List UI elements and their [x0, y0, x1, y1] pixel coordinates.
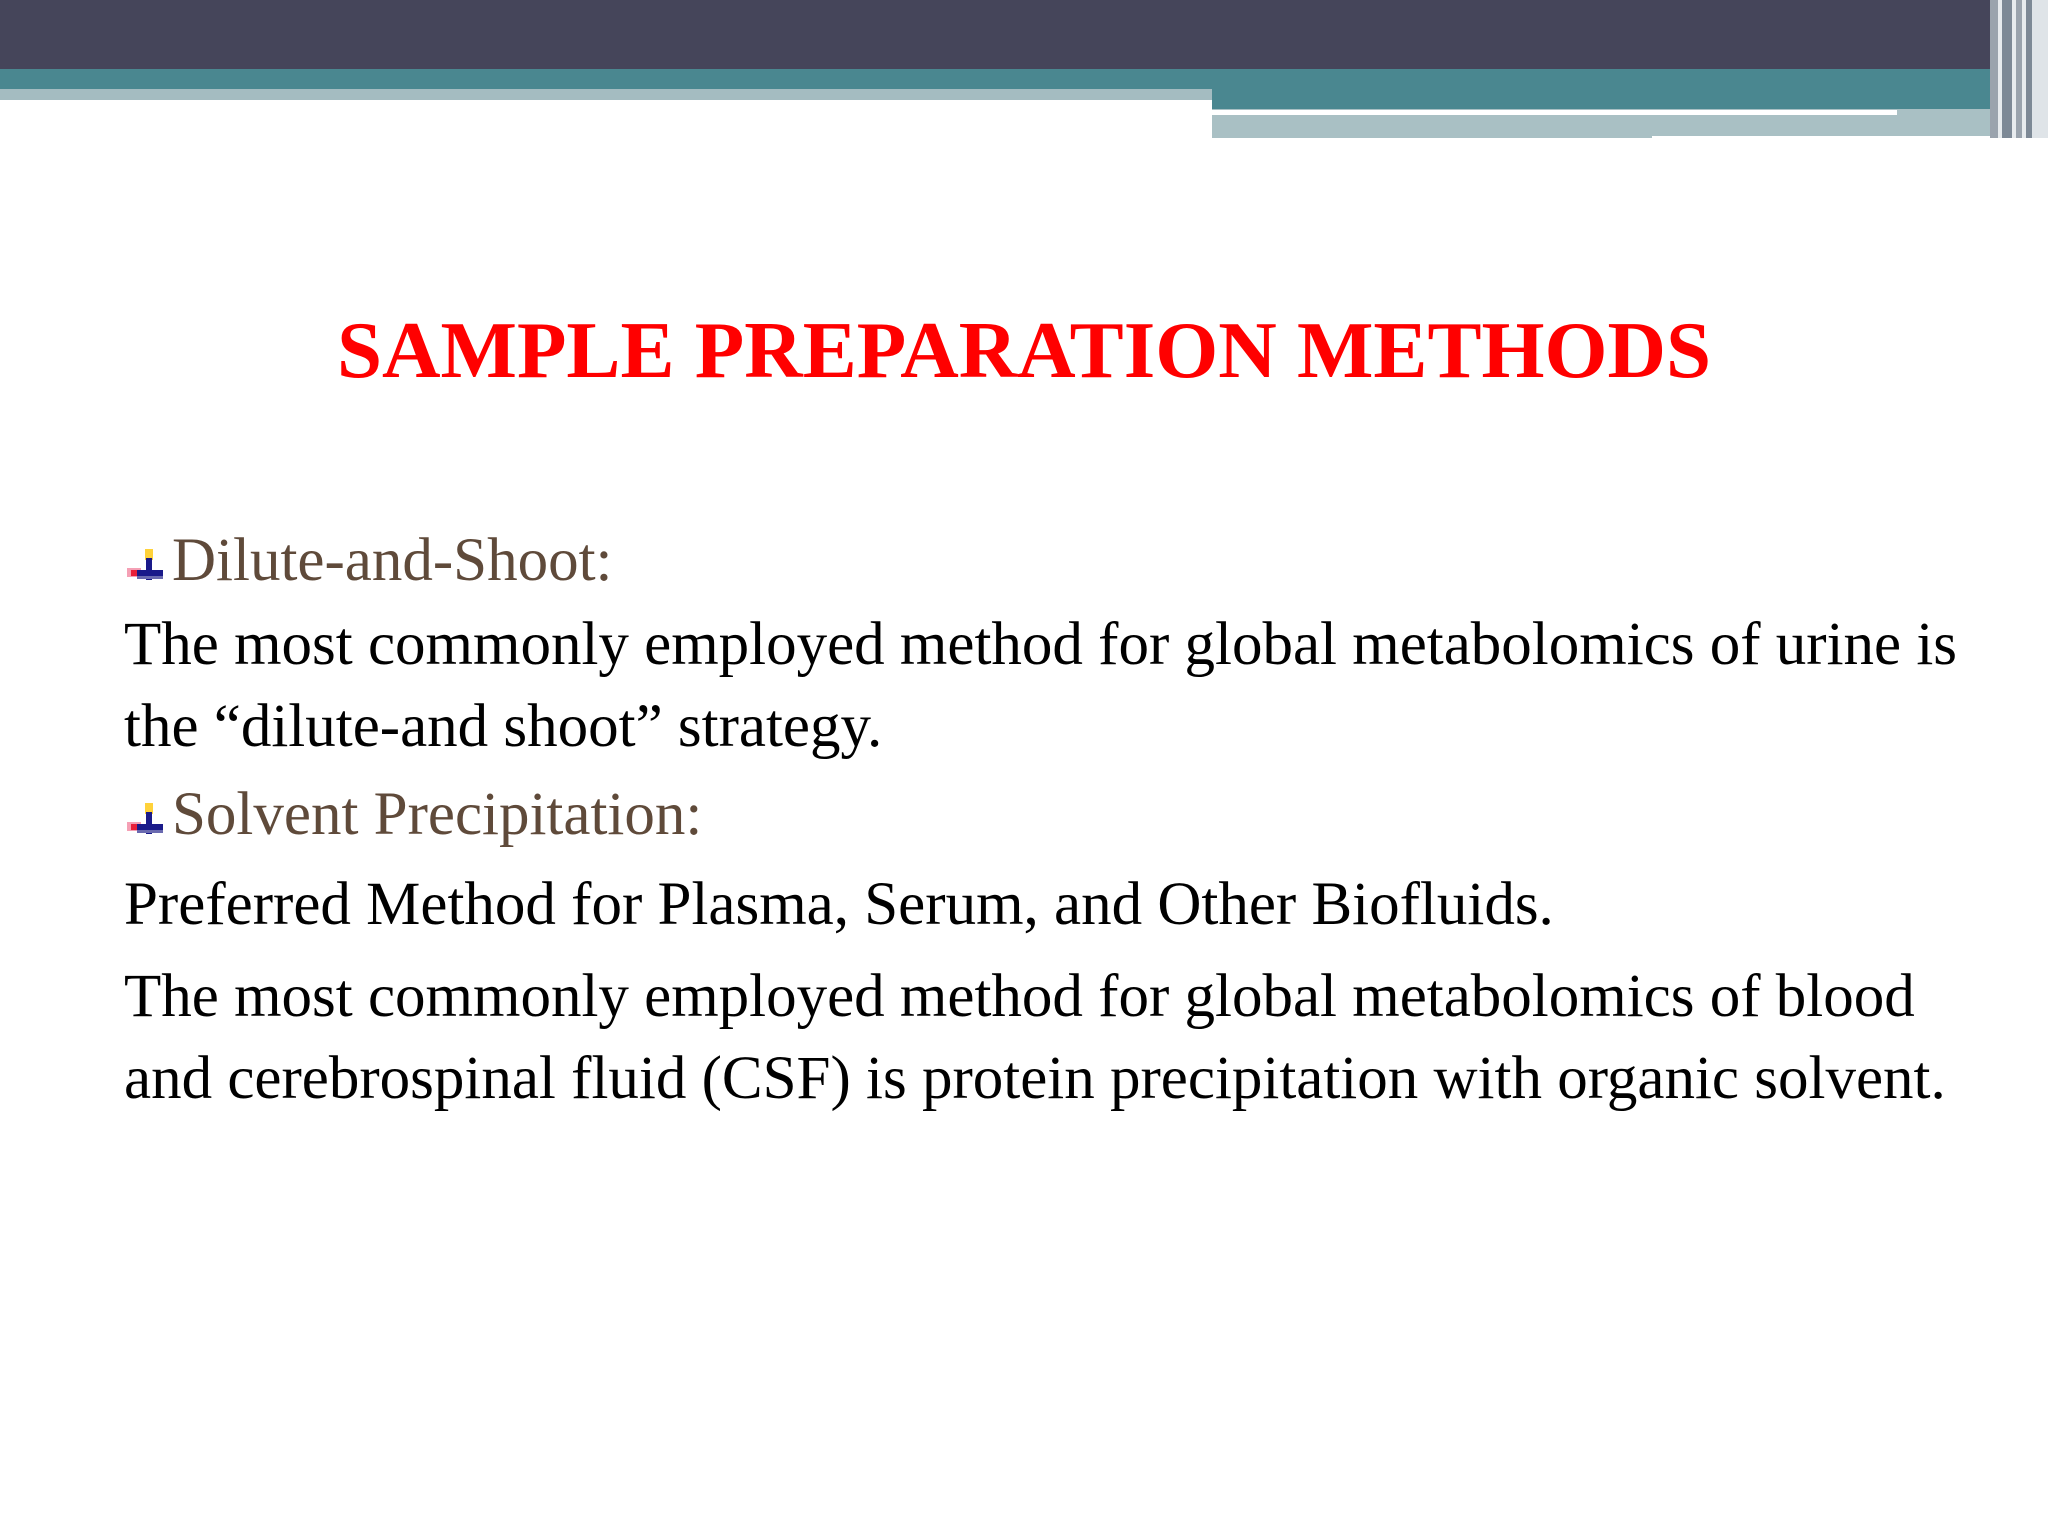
header-band-teal-light — [0, 89, 1212, 100]
section-heading-dilute-and-shoot — [124, 520, 2004, 602]
header-band-right-light-tail — [1652, 129, 1990, 136]
header-band-right-light-lower — [1212, 120, 1652, 138]
slide-content — [124, 520, 2004, 1120]
edge-stripe — [1990, 0, 1998, 138]
section-paragraph: Preferred Method for Plasma, Serum, and Other Biofluids. — [124, 871, 1554, 938]
section-paragraph: The most commonly employed method for global metabolomics of urine is the “dilute-and shoot” strategy. — [124, 611, 1958, 760]
pushpin-icon — [123, 796, 171, 844]
header-band-teal — [0, 69, 1990, 89]
section-heading-solvent-precipitation — [124, 774, 2004, 856]
header-band-right-teal — [1212, 89, 1990, 109]
slide-title: SAMPLE PREPARATION METHODS — [336, 305, 1712, 395]
edge-stripe — [2002, 0, 2012, 138]
header-band-dark — [0, 0, 1990, 69]
header-band-right-thin — [1212, 110, 1897, 115]
section-heading-text: Dilute-and-Shoot: — [172, 527, 613, 594]
pushpin-icon — [123, 542, 171, 590]
section-heading-text: Solvent Precipitation: — [172, 781, 703, 848]
edge-stripe — [2032, 0, 2048, 138]
section-paragraph: The most commonly employed method for global metabolomics of blood and cerebrospinal fluid (CSF) is protein precipitation with organic solvent. — [124, 963, 1946, 1112]
